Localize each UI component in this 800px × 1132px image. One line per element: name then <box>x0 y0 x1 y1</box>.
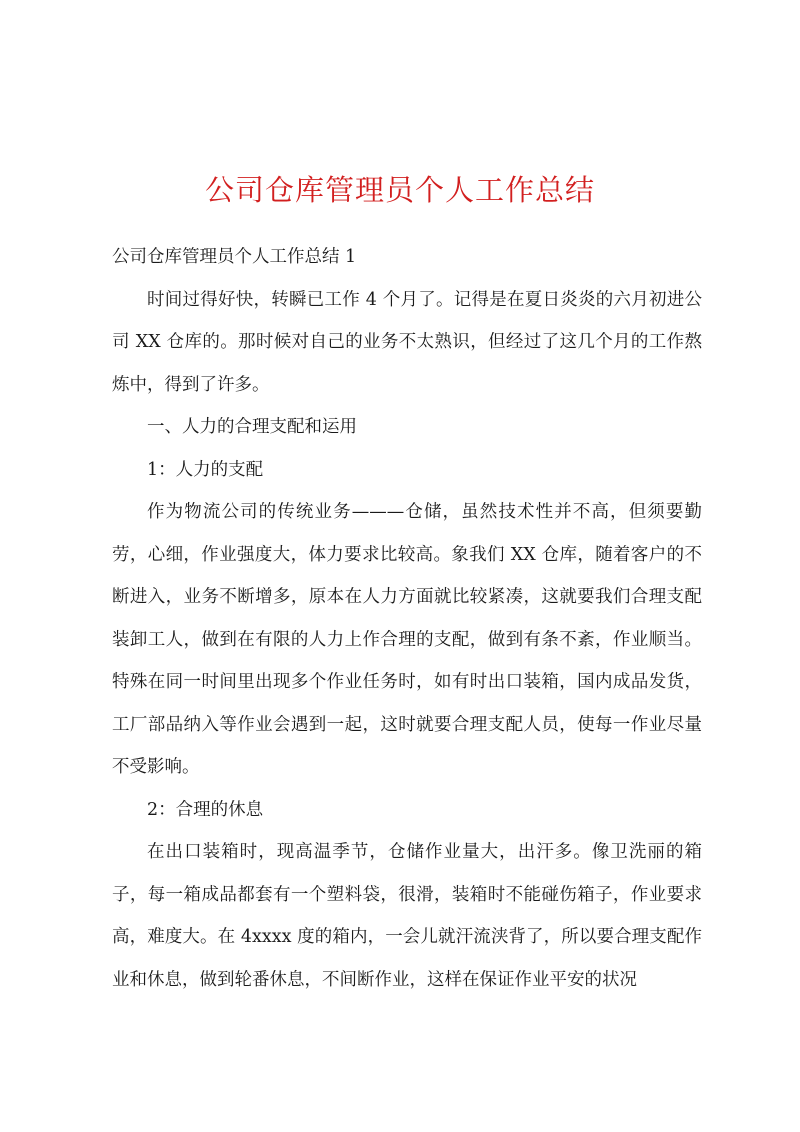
document-title: 公司仓库管理员个人工作总结 <box>204 173 595 207</box>
subheading-rest: 2：合理的休息 <box>147 799 264 820</box>
section-heading: 公司仓库管理员个人工作总结 1 <box>112 247 357 267</box>
subheading-manpower-allocation: 1：人力的支配 <box>147 459 264 480</box>
document-body <box>112 236 702 1001</box>
heading-manpower-arrangement: 一、人力的合理支配和运用 <box>147 417 357 437</box>
paragraph-intro: 时间过得好快，转瞬已工作 4 个月了。记得是在夏日炎炎的六月初进公司 XX 仓库的。那时候对自己的业务不太熟识，但经过了这几个月的工作熬炼中，得到了许多。 <box>112 289 702 395</box>
paragraph-rest: 在出口装箱时，现高温季节，仓储作业量大，出汗多。像卫洗丽的箱子，每一箱成品都套有一个塑料袋，很滑，装箱时不能碰伤箱子，作业要求高，难度大。在 4xxxx 度的箱内，一会儿就汗流浃背了，所以要合理支配作业和休息，做到轮番休息，不间断作业，这样在保证作业平安的状况 <box>112 842 702 990</box>
paragraph-allocation: 作为物流公司的传统业务———仓储，虽然技术性并不高，但须要勤劳，心细，作业强度大，体力要求比较高。象我们 XX 仓库，随着客户的不断进入，业务不断增多，原本在人力方面就比较紧凑，这就要我们合理支配装卸工人，做到在有限的人力上作合理的支配，做到有条不紊，作业顺当。特殊在同一时间里出现多个作业任务时，如有时出口装箱，国内成品发货，工厂部品纳入等作业会遇到一起，这时就要合理支配人员，使每一作业尽量不受影响。 <box>112 502 702 777</box>
